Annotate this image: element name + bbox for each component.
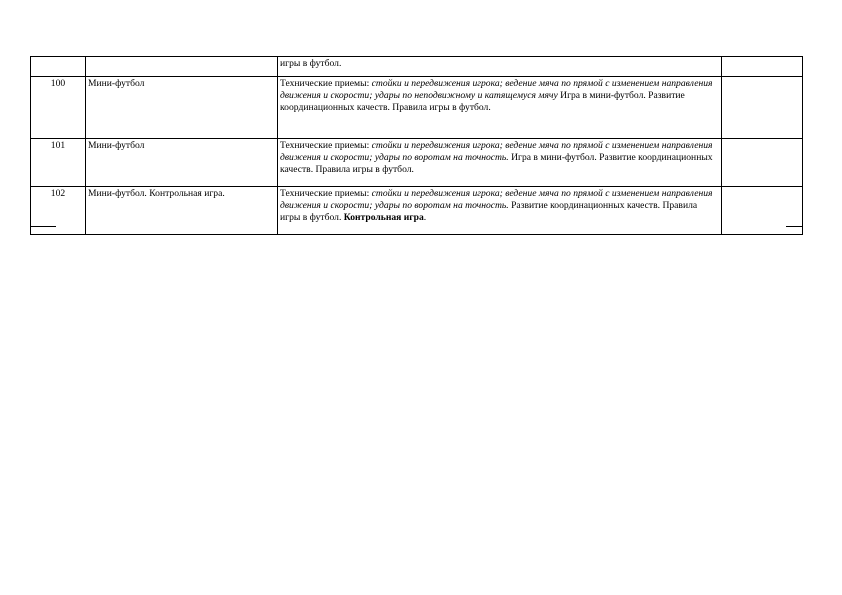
table-row (31, 57, 803, 77)
lesson-number-cell: 102 (31, 187, 86, 235)
notes-cell (722, 139, 803, 187)
content-italic: стойки и передвижения игрока; ведение мяча по прямой с изменением направления движения и скорости; удары по воротам на точность. (280, 140, 713, 163)
table-row (31, 77, 803, 139)
lesson-topic-cell (86, 57, 278, 77)
footer-rule-left (30, 226, 56, 227)
content-bold: Контрольная игра (343, 212, 424, 223)
table-row (31, 187, 803, 235)
content-tail: Развитие координационных качеств. Правила игры в футбол. (280, 200, 698, 223)
content-tail: Игра в мини-футбол. Развитие координационных качеств. Правила игры в футбол. (280, 90, 685, 113)
table-row (31, 139, 803, 187)
notes-cell (722, 57, 803, 77)
lesson-number-cell (31, 57, 86, 77)
content-tail: игры в футбол. (280, 58, 342, 69)
content-lead: Технические приемы: (280, 78, 372, 89)
lesson-topic-cell: Мини-футбол (86, 77, 278, 139)
lesson-number-cell: 100 (31, 77, 86, 139)
footer-rule-right (786, 226, 802, 227)
lesson-topic-cell: Мини-футбол (86, 139, 278, 187)
lesson-topic-cell: Мини-футбол. Контрольная игра. (86, 187, 278, 235)
notes-cell (722, 187, 803, 235)
lesson-content-cell (278, 139, 722, 187)
content-lead: Технические приемы: (280, 188, 372, 199)
lesson-content-cell (278, 57, 722, 77)
content-lead: Технические приемы: (280, 140, 372, 151)
lesson-plan-table (30, 56, 803, 235)
lesson-content-cell (278, 187, 722, 235)
lesson-number-cell: 101 (31, 139, 86, 187)
content-italic: стойки и передвижения игрока; ведение мяча по прямой с изменением направления движения и скорости; удары по воротам на точность. (280, 188, 713, 211)
content-end: . (423, 212, 427, 223)
content-tail: Игра в мини-футбол. Развитие координационных качеств. Правила игры в футбол. (280, 152, 713, 175)
notes-cell (722, 77, 803, 139)
lesson-content-cell (278, 77, 722, 139)
content-italic: стойки и передвижения игрока; ведение мяча по прямой с изменением направления движения и скорости; удары по неподвижному и катящемуся мячу (280, 78, 713, 101)
